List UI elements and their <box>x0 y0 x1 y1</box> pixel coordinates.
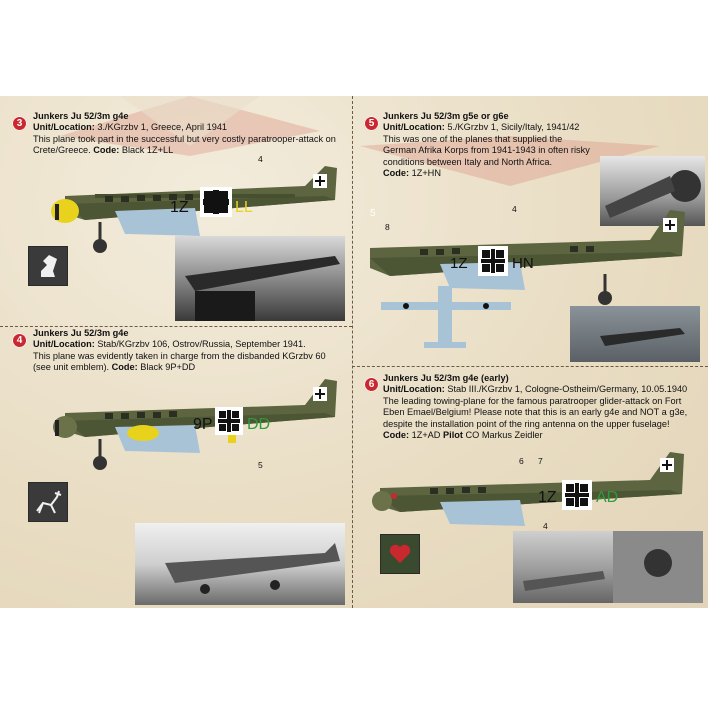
code-label: Code: <box>111 362 138 373</box>
unit-value: Stab/KGrzbv 106, Ostrov/Russia, September 1941. <box>97 339 306 350</box>
aircraft-planform-5 <box>376 284 516 356</box>
photo-3 <box>175 236 345 321</box>
callout-label: 4 <box>258 154 263 164</box>
unit-label: Unit/Location: <box>383 384 445 395</box>
column-divider <box>352 96 353 608</box>
unit-emblem-6 <box>380 534 420 574</box>
entry-number-badge: 5 <box>364 116 379 131</box>
entry-description <box>33 111 343 157</box>
unit-value: 3./KGrzbv 1, Greece, April 1941 <box>97 122 228 133</box>
callout-label: 5 <box>258 460 263 470</box>
code-value: Black 1Z+LL <box>121 145 174 156</box>
photo-4 <box>135 523 345 605</box>
callout-label: 4 <box>512 204 517 214</box>
code-marking-left: 9P <box>193 416 213 433</box>
section-divider-right <box>352 366 708 367</box>
code-marking-right: LL <box>235 199 253 216</box>
unit-value: Stab III./KGrzbv 1, Cologne-Ostheim/Germany, 10.05.1940 <box>447 384 688 395</box>
code-value: Black 9P+DD <box>140 362 196 373</box>
unit-label: Unit/Location: <box>33 122 95 133</box>
entry-title: Junkers Ju 52/3m g4e <box>33 111 129 121</box>
code-marking-right: DD <box>247 416 271 433</box>
entry-number-badge: 4 <box>12 333 27 348</box>
code-label: Code: <box>383 168 410 179</box>
unit-emblem-4 <box>28 482 68 522</box>
entry-title: Junkers Ju 52/3m g5e or g6e <box>383 111 509 121</box>
entry-description <box>383 373 701 441</box>
code-marking-left: 1Z <box>170 199 189 216</box>
unit-emblem-3 <box>28 246 68 286</box>
entry-title: Junkers Ju 52/3m g4e (early) <box>383 373 509 383</box>
unit-value: 5./KGrzbv 1, Sicily/Italy, 1941/42 <box>447 122 580 133</box>
photo-5-bottom <box>570 306 700 362</box>
aircraft-profile-6 <box>360 446 700 536</box>
section-divider-left <box>0 326 352 327</box>
callout-label: 6 <box>519 456 524 466</box>
entry-description <box>33 328 343 374</box>
code-label: Code: <box>93 145 120 156</box>
unit-label: Unit/Location: <box>33 339 95 350</box>
code-value: 1Z+HN <box>411 168 441 179</box>
aircraft-profile-4 <box>25 371 345 481</box>
callout-label: 8 <box>385 222 390 232</box>
code-label: Code: <box>383 430 410 441</box>
code-marking-right: AD <box>596 489 619 506</box>
entry-text: This was one of the planes that supplied the German Afrika Korps from 1941-1943 in often risky conditions between Italy and North Africa. <box>383 133 590 167</box>
entry-text: This plane took part in the successful but very costly paratrooper-attack on Crete/Greece. <box>33 133 336 156</box>
entry-number-badge: 3 <box>12 116 27 131</box>
callout-label: 4 <box>543 521 548 531</box>
pilot-value: CO Markus Zeidler <box>465 430 543 441</box>
code-marking-left: 1Z <box>538 489 557 506</box>
code-marking-left: 1Z <box>450 255 468 272</box>
pilot-label: Pilot <box>443 430 463 441</box>
entry-text: The leading towing-plane for the famous paratrooper glider-attack on Fort Eben Emael/Belgium! Please note that this is an early g4e and NOT a g3e, despite the installation point of the ring antenna on the upper fuselage! <box>383 395 688 429</box>
callout-label: 7 <box>538 456 543 466</box>
entry-number-badge: 6 <box>364 377 379 392</box>
callout-label: 5 <box>370 208 376 219</box>
unit-label: Unit/Location: <box>383 122 445 133</box>
entry-title: Junkers Ju 52/3m g4e <box>33 328 129 338</box>
entry-text: This plane was evidently taken in charge from the disbanded KGrzbv 60 (see unit emblem). <box>33 350 326 373</box>
photo-6 <box>513 531 703 603</box>
decal-sheet <box>0 96 708 608</box>
code-value: 1Z+AD <box>411 430 441 441</box>
code-marking-right: HN <box>512 255 534 272</box>
